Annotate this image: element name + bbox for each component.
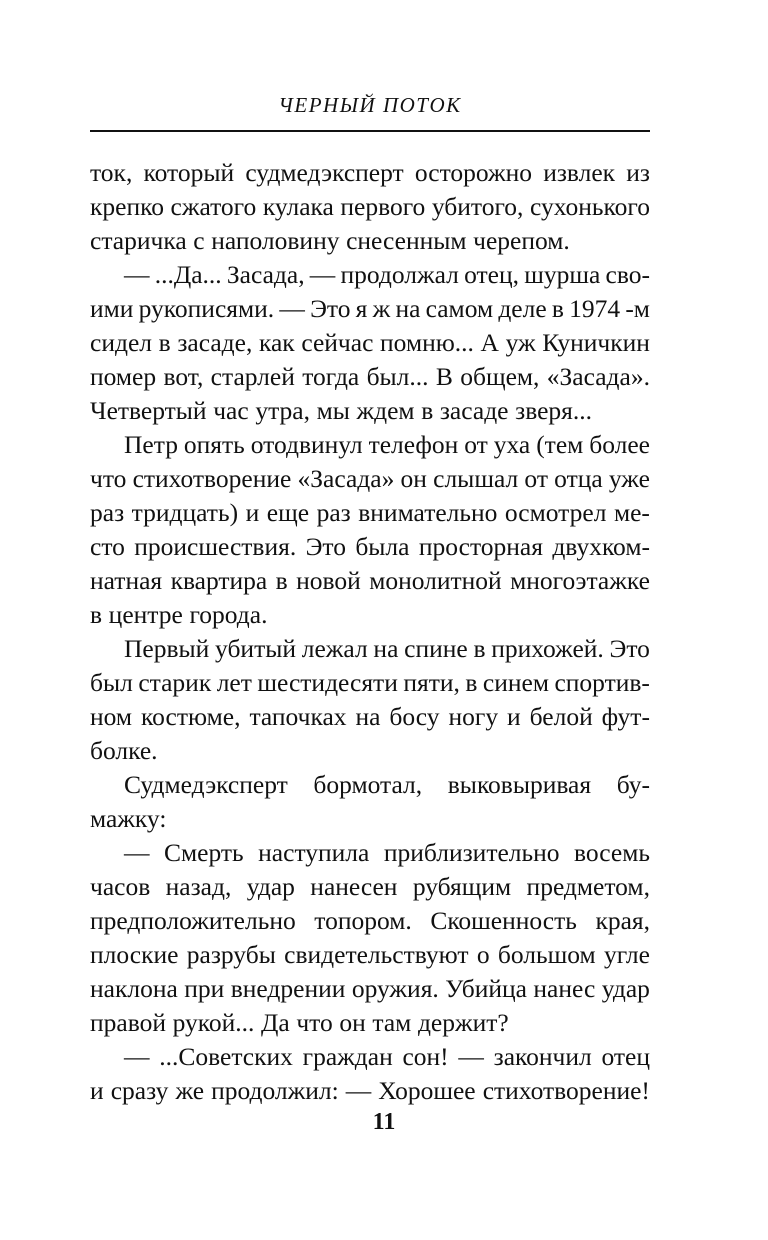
word: был (90, 668, 133, 697)
word: белой (529, 702, 593, 731)
word: двухком- (552, 532, 650, 561)
word: Скошенность (430, 906, 577, 935)
word: вот, (163, 362, 204, 391)
text-line (90, 598, 650, 632)
word: уж (505, 328, 536, 357)
word: как (258, 328, 295, 357)
word: там (372, 1008, 412, 1037)
text-line (90, 1074, 650, 1108)
word: — (124, 1042, 150, 1071)
word: и (245, 498, 260, 527)
word: предметом, (526, 872, 650, 901)
text-line (90, 938, 650, 972)
text-line (90, 802, 650, 836)
text-line (90, 836, 650, 870)
text-line (90, 156, 650, 190)
word: бормотал, (313, 770, 423, 799)
word: была (355, 532, 410, 561)
word: удар (601, 974, 650, 1003)
word: Засада, (226, 260, 305, 289)
text-line (90, 564, 650, 598)
word: в (473, 634, 486, 663)
word: города. (189, 600, 268, 629)
word: сто (90, 532, 125, 561)
word: ...Да... (154, 260, 222, 289)
word: «Засада» (297, 464, 395, 493)
word: пяти, (403, 668, 460, 697)
word: на (373, 634, 399, 663)
word: внедрении (230, 974, 346, 1003)
word: помер (90, 362, 157, 391)
word: отца (554, 464, 603, 493)
word: мы (316, 396, 350, 425)
word: — (279, 294, 305, 323)
text-line (90, 292, 650, 326)
word: ждем (356, 396, 415, 425)
word: большом (497, 940, 596, 969)
word: разрубы (186, 940, 276, 969)
word: сразу (110, 1076, 169, 1105)
word: тапочках (249, 702, 347, 731)
word: плоские (90, 940, 179, 969)
word: лет (216, 668, 252, 697)
word: происшествия. (134, 532, 297, 561)
word: в (551, 294, 564, 323)
word: края, (595, 906, 650, 935)
body-text (90, 156, 650, 1108)
word: квартира (170, 566, 268, 595)
text-line (90, 360, 650, 394)
word: сейчас (301, 328, 374, 357)
text-line (90, 190, 650, 224)
word: приблизительно (383, 838, 560, 867)
word: (тем (536, 430, 584, 459)
word: от (524, 464, 548, 493)
word: который (143, 158, 235, 187)
word: Первый (124, 634, 210, 663)
word: от (464, 430, 488, 459)
word: в (465, 668, 478, 697)
word: извлек (543, 158, 616, 187)
word: слышал (433, 464, 519, 493)
word: стихотворение! (482, 1076, 650, 1105)
word: болке. (90, 736, 158, 765)
word: свидетельствуют (284, 940, 469, 969)
word: Это (305, 532, 346, 561)
word: опять (183, 430, 245, 459)
word: новой (296, 566, 361, 595)
word: сидел (90, 328, 152, 357)
word: ж (372, 294, 391, 323)
word: еще (266, 498, 310, 527)
word: — (124, 260, 150, 289)
word: спортив- (554, 668, 650, 697)
text-line (90, 462, 650, 496)
word: нанес (533, 974, 596, 1003)
word: монолитной (369, 566, 502, 595)
text-line (90, 904, 650, 938)
text-line (90, 870, 650, 904)
word: Куничкин (542, 328, 650, 357)
word: снесенным (346, 226, 467, 255)
word: выковыривая (447, 770, 592, 799)
word: старик (138, 668, 212, 697)
word: деле (498, 294, 547, 323)
text-line (90, 1040, 650, 1074)
word: часов (90, 872, 151, 901)
word: В (435, 362, 453, 391)
word: босу (389, 702, 440, 731)
word: и (90, 1076, 104, 1105)
word: старлей (210, 362, 295, 391)
word: продолжил: (211, 1076, 339, 1105)
word: в (421, 396, 434, 425)
text-line (90, 632, 650, 666)
word: Это (609, 634, 650, 663)
word: удар (246, 872, 295, 901)
word: внимательно (358, 498, 498, 527)
word: первого (340, 192, 426, 221)
word: с (193, 226, 205, 255)
word: сухонького (529, 192, 650, 221)
word: синем (482, 668, 549, 697)
word: наклона (90, 974, 178, 1003)
word: прихожей. (491, 634, 604, 663)
word: осторожно (414, 158, 533, 187)
word: просторная (418, 532, 543, 561)
word: тридцать) (131, 498, 239, 527)
word: ме- (613, 498, 650, 527)
page-number: 11 (372, 1109, 396, 1135)
word: ими (90, 294, 134, 323)
word: Судмедэксперт (124, 770, 288, 799)
word: что (90, 464, 127, 493)
word: засаде, (177, 328, 253, 357)
word: тогда (302, 362, 360, 391)
word: рукой... (172, 1008, 255, 1037)
word: на (395, 294, 421, 323)
word: из (626, 158, 650, 187)
text-line (90, 666, 650, 700)
word: отец, (464, 260, 520, 289)
word: о (476, 940, 490, 969)
word: Петр (124, 430, 178, 459)
word: оружия. (351, 974, 439, 1003)
word: старичка (90, 226, 187, 255)
word: Четвертый (90, 396, 207, 425)
word: Хорошее (378, 1076, 476, 1105)
text-line (90, 496, 650, 530)
word: шестидесяти (257, 668, 398, 697)
word: Смерть (164, 838, 244, 867)
word: ток, (90, 158, 133, 187)
word: самом (425, 294, 494, 323)
word: Это (310, 294, 351, 323)
word: раз (90, 498, 125, 527)
word: лежал (301, 634, 368, 663)
word: закончил (493, 1042, 592, 1071)
word: мажку: (90, 804, 167, 833)
word: Убийца (445, 974, 527, 1003)
word: уже (608, 464, 650, 493)
word: помню... (380, 328, 474, 357)
word: А (480, 328, 499, 357)
word: — (345, 1076, 372, 1105)
word: ном (90, 702, 133, 731)
word: крепко (90, 192, 164, 221)
word: — (458, 1042, 484, 1071)
word: нанесен (310, 872, 398, 901)
word: в (158, 328, 171, 357)
word: граждан (302, 1042, 393, 1071)
text-line (90, 734, 650, 768)
word: зверя... (515, 396, 593, 425)
text-line (90, 258, 650, 292)
text-line (90, 394, 650, 428)
word: многоэтажке (510, 566, 650, 595)
word: -м (625, 294, 650, 323)
text-line (90, 530, 650, 564)
word: он (400, 464, 427, 493)
word: назад, (165, 872, 232, 901)
word: фут- (601, 702, 650, 731)
word: топором. (314, 906, 412, 935)
word: убитый (215, 634, 297, 663)
word: осмотрел (504, 498, 607, 527)
word: более (589, 430, 650, 459)
word: держит? (417, 1008, 509, 1037)
word: рубящим (412, 872, 512, 901)
word: бу- (616, 770, 650, 799)
word: при (184, 974, 225, 1003)
running-title: ЧЕРНЫЙ ПОТОК (278, 93, 462, 117)
word: засаде (439, 396, 509, 425)
word: утра, (255, 396, 310, 425)
word: центре (108, 600, 183, 629)
text-line (90, 972, 650, 1006)
word: что (296, 1008, 333, 1037)
word: отец (601, 1042, 650, 1071)
word: ...Советских (159, 1042, 293, 1071)
word: в (90, 600, 103, 629)
word: он (339, 1008, 366, 1037)
word: на (355, 702, 381, 731)
header-rule (90, 130, 650, 132)
word: 1974 (569, 294, 621, 323)
word: «Засада». (546, 362, 650, 391)
word: судмедэксперт (245, 158, 404, 187)
word: черепом. (473, 226, 570, 255)
word: телефон (368, 430, 459, 459)
text-line (90, 768, 650, 802)
word: продолжал (340, 260, 459, 289)
text-line (90, 1006, 650, 1040)
word: убитого, (431, 192, 524, 221)
word: предположительно (90, 906, 296, 935)
word: в (275, 566, 288, 595)
word: был... (366, 362, 429, 391)
word: наполовину (211, 226, 340, 255)
word: костюме, (141, 702, 241, 731)
word: — (309, 260, 336, 289)
word: сво- (605, 260, 650, 289)
word: и (507, 702, 521, 731)
word: ногу (448, 702, 499, 731)
word: отодвинул (250, 430, 363, 459)
text-line (90, 224, 650, 258)
word: наступила (258, 838, 370, 867)
word: уха (493, 430, 531, 459)
word: натная (90, 566, 163, 595)
word: правой (90, 1008, 166, 1037)
text-line (90, 326, 650, 360)
word: восемь (574, 838, 650, 867)
word: рукописями. (138, 294, 275, 323)
word: час (213, 396, 249, 425)
word: спине (404, 634, 468, 663)
word: сон! (402, 1042, 449, 1071)
word: общем, (460, 362, 540, 391)
word: я (355, 294, 368, 323)
text-line (90, 428, 650, 462)
word: кулака (262, 192, 334, 221)
word: — (124, 838, 150, 867)
word: Да (261, 1008, 290, 1037)
word: сжатого (170, 192, 257, 221)
word: раз (316, 498, 351, 527)
word: шурша (524, 260, 601, 289)
word: угле (603, 940, 650, 969)
word: стихотворение (132, 464, 292, 493)
text-line (90, 700, 650, 734)
word: же (175, 1076, 205, 1105)
